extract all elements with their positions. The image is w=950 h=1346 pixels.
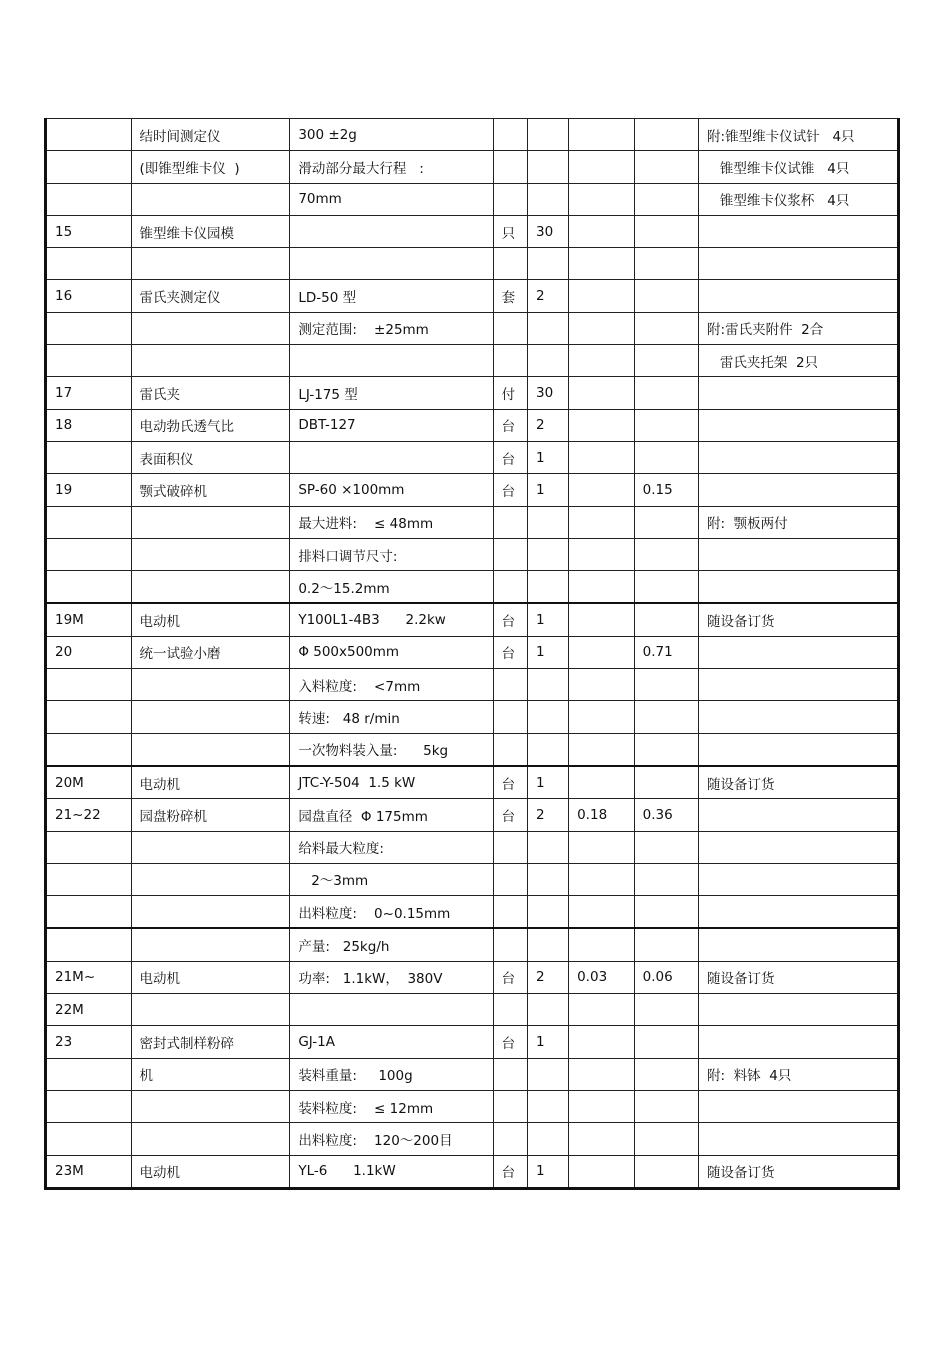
table-row [46,215,899,247]
cell-qty [528,1123,569,1155]
cell-remark [699,669,899,701]
cell-remark: 雷氏夹托架 2只 [699,345,899,377]
cell-unit: 套 [493,280,527,312]
cell-item-no [46,345,132,377]
cell-total-power [634,669,698,701]
cell-remark [699,571,899,604]
cell-item-no [46,831,132,863]
table-row [46,961,899,993]
cell-qty: 2 [528,409,569,441]
cell-name: 园盘粉碎机 [131,799,290,831]
table-row [46,896,899,929]
cell-qty [528,506,569,538]
cell-total-power: 0.71 [634,636,698,668]
cell-name [131,1123,290,1155]
cell-item-no [46,571,132,604]
cell-qty [528,669,569,701]
cell-remark [699,280,899,312]
cell-name: 表面积仪 [131,441,290,473]
cell-qty: 1 [528,766,569,799]
cell-spec: 产量: 25kg/h [290,928,493,961]
cell-name [131,733,290,766]
cell-unit-power [569,151,635,183]
cell-item-no: 20M [46,766,132,799]
cell-remark: 随设备订货 [699,603,899,636]
table-row [46,345,899,377]
table-row [46,1058,899,1090]
cell-total-power [634,766,698,799]
cell-name [131,506,290,538]
cell-name: 雷氏夹测定仪 [131,280,290,312]
cell-unit [493,1123,527,1155]
cell-unit-power: 0.03 [569,961,635,993]
cell-remark: 随设备订货 [699,766,899,799]
cell-unit [493,896,527,929]
cell-qty [528,928,569,961]
cell-item-no [46,733,132,766]
table-row [46,733,899,766]
cell-remark [699,215,899,247]
cell-name: 颚式破碎机 [131,474,290,506]
cell-unit: 台 [493,1026,527,1058]
cell-qty: 30 [528,377,569,409]
cell-qty: 1 [528,1155,569,1188]
cell-spec: YL-6 1.1kW [290,1155,493,1188]
cell-spec: 排料口调节尺寸: [290,538,493,570]
table-row [46,441,899,473]
cell-remark: 锥型维卡仪试锥 4只 [699,151,899,183]
cell-total-power [634,733,698,766]
cell-spec: 装料重量: 100g [290,1058,493,1090]
cell-total-power [634,1090,698,1122]
cell-item-no [46,928,132,961]
cell-total-power [634,119,698,151]
cell-spec: 转速: 48 r/min [290,701,493,733]
cell-name [131,831,290,863]
table-row [46,1026,899,1058]
cell-unit [493,733,527,766]
cell-spec: 给料最大粒度: [290,831,493,863]
cell-item-no [46,312,132,344]
cell-spec: 出料粒度: 0~0.15mm [290,896,493,929]
cell-item-no: 19 [46,474,132,506]
cell-unit-power [569,119,635,151]
cell-item-no [46,441,132,473]
cell-name: 锥型维卡仪园模 [131,215,290,247]
cell-unit-power [569,506,635,538]
table-row [46,799,899,831]
cell-qty: 2 [528,961,569,993]
cell-remark [699,1026,899,1058]
table-row [46,248,899,280]
cell-remark [699,377,899,409]
cell-unit: 只 [493,215,527,247]
cell-remark [699,863,899,895]
cell-spec: Y100L1-4B3 2.2kw [290,603,493,636]
cell-unit-power [569,409,635,441]
cell-unit-power [569,248,635,280]
cell-unit-power [569,1026,635,1058]
table-row [46,863,899,895]
cell-name: 雷氏夹 [131,377,290,409]
table-row [46,766,899,799]
cell-total-power [634,831,698,863]
cell-item-no: 20 [46,636,132,668]
cell-spec: SP-60 ×100mm [290,474,493,506]
cell-name [131,571,290,604]
cell-spec: 入料粒度: <7mm [290,669,493,701]
cell-unit [493,701,527,733]
cell-item-no [46,248,132,280]
table-row [46,312,899,344]
cell-item-no: 18 [46,409,132,441]
table-row [46,571,899,604]
cell-unit-power [569,280,635,312]
cell-spec: 滑动部分最大行程 : [290,151,493,183]
table-row [46,377,899,409]
cell-remark: 锥型维卡仪浆杯 4只 [699,183,899,215]
cell-remark [699,928,899,961]
cell-total-power [634,248,698,280]
table-row [46,409,899,441]
cell-total-power [634,312,698,344]
cell-total-power [634,1123,698,1155]
cell-unit-power [569,928,635,961]
cell-name [131,896,290,929]
cell-qty [528,1090,569,1122]
cell-item-no [46,538,132,570]
cell-item-no [46,506,132,538]
cell-unit [493,669,527,701]
cell-unit-power [569,377,635,409]
table-row [46,474,899,506]
cell-qty: 1 [528,441,569,473]
cell-item-no: 15 [46,215,132,247]
cell-remark: 附:雷氏夹附件 2合 [699,312,899,344]
cell-total-power [634,994,698,1026]
table-row [46,280,899,312]
cell-unit-power [569,1058,635,1090]
cell-unit-power [569,603,635,636]
cell-unit: 台 [493,441,527,473]
cell-remark [699,441,899,473]
cell-unit: 台 [493,799,527,831]
cell-name: 统一试验小磨 [131,636,290,668]
cell-unit-power [569,1155,635,1188]
cell-item-no [46,1058,132,1090]
cell-unit: 台 [493,636,527,668]
cell-name [131,994,290,1026]
cell-remark [699,831,899,863]
cell-total-power [634,345,698,377]
cell-qty: 2 [528,280,569,312]
cell-total-power: 0.15 [634,474,698,506]
cell-remark [699,474,899,506]
cell-qty [528,863,569,895]
cell-total-power [634,701,698,733]
cell-name [131,669,290,701]
cell-spec [290,441,493,473]
cell-qty: 1 [528,1026,569,1058]
cell-remark [699,896,899,929]
cell-qty: 1 [528,636,569,668]
cell-item-no [46,701,132,733]
cell-remark: 附: 颚板两付 [699,506,899,538]
cell-item-no [46,863,132,895]
cell-qty [528,1058,569,1090]
cell-name: 机 [131,1058,290,1090]
cell-item-no: 19M [46,603,132,636]
cell-spec: 0.2～15.2mm [290,571,493,604]
cell-spec: GJ-1A [290,1026,493,1058]
cell-total-power [634,1058,698,1090]
cell-total-power [634,538,698,570]
table-row [46,636,899,668]
cell-item-no: 16 [46,280,132,312]
cell-spec [290,215,493,247]
cell-remark [699,1090,899,1122]
cell-qty [528,119,569,151]
cell-qty: 1 [528,474,569,506]
cell-spec: LJ-175 型 [290,377,493,409]
cell-item-no [46,669,132,701]
table-row [46,831,899,863]
cell-qty [528,538,569,570]
table-row [46,1123,899,1155]
cell-name [131,1090,290,1122]
cell-unit-power [569,669,635,701]
cell-unit [493,928,527,961]
cell-unit-power [569,863,635,895]
cell-unit [493,345,527,377]
cell-unit-power [569,1090,635,1122]
cell-qty: 2 [528,799,569,831]
table-row [46,1155,899,1188]
cell-qty [528,312,569,344]
cell-remark [699,799,899,831]
cell-remark: 随设备订货 [699,1155,899,1188]
cell-unit: 台 [493,409,527,441]
cell-total-power [634,1155,698,1188]
cell-item-no [46,183,132,215]
cell-total-power [634,441,698,473]
cell-name: 密封式制样粉碎 [131,1026,290,1058]
cell-item-no: 23 [46,1026,132,1058]
cell-qty: 30 [528,215,569,247]
cell-unit [493,538,527,570]
cell-unit-power [569,474,635,506]
cell-qty [528,183,569,215]
cell-remark [699,701,899,733]
cell-name [131,312,290,344]
cell-qty [528,733,569,766]
cell-remark [699,733,899,766]
cell-item-no [46,1123,132,1155]
cell-total-power [634,603,698,636]
cell-item-no [46,1090,132,1122]
cell-unit [493,151,527,183]
cell-spec [290,248,493,280]
cell-total-power [634,377,698,409]
cell-unit [493,119,527,151]
cell-name [131,701,290,733]
cell-unit-power [569,441,635,473]
cell-unit-power: 0.18 [569,799,635,831]
cell-unit-power [569,766,635,799]
cell-unit-power [569,994,635,1026]
cell-total-power [634,571,698,604]
cell-total-power [634,183,698,215]
cell-remark: 附: 料钵 4只 [699,1058,899,1090]
cell-unit: 台 [493,474,527,506]
cell-total-power: 0.06 [634,961,698,993]
cell-spec: 2～3mm [290,863,493,895]
cell-unit [493,312,527,344]
cell-qty [528,701,569,733]
cell-total-power [634,896,698,929]
table-row [46,538,899,570]
cell-item-no [46,151,132,183]
cell-total-power [634,863,698,895]
cell-unit-power [569,896,635,929]
cell-item-no: 17 [46,377,132,409]
cell-total-power [634,1026,698,1058]
cell-unit: 台 [493,766,527,799]
cell-unit [493,571,527,604]
cell-unit [493,183,527,215]
cell-item-no: 22M [46,994,132,1026]
cell-qty [528,994,569,1026]
cell-item-no: 21~22 [46,799,132,831]
cell-unit [493,1090,527,1122]
cell-unit: 台 [493,961,527,993]
cell-spec: 功率: 1.1kW， 380V [290,961,493,993]
cell-unit-power [569,312,635,344]
cell-name [131,183,290,215]
cell-unit-power [569,571,635,604]
cell-qty [528,571,569,604]
cell-spec: 最大进料: ≤ 48mm [290,506,493,538]
cell-unit: 付 [493,377,527,409]
table-row [46,928,899,961]
table-row [46,994,899,1026]
cell-name: 电动机 [131,961,290,993]
cell-unit-power [569,831,635,863]
cell-unit-power [569,183,635,215]
cell-spec: JTC-Y-504 1.5 kW [290,766,493,799]
cell-remark [699,409,899,441]
cell-total-power [634,409,698,441]
cell-remark [699,636,899,668]
cell-unit: 台 [493,603,527,636]
table-row [46,183,899,215]
cell-name [131,538,290,570]
table-row [46,669,899,701]
cell-name: (即锥型维卡仪 ) [131,151,290,183]
cell-spec: 装料粒度: ≤ 12mm [290,1090,493,1122]
cell-item-no [46,896,132,929]
cell-unit [493,1058,527,1090]
cell-name [131,248,290,280]
cell-name [131,928,290,961]
cell-name: 结时间测定仪 [131,119,290,151]
cell-unit [493,506,527,538]
cell-total-power [634,506,698,538]
cell-item-no [46,119,132,151]
cell-unit-power [569,733,635,766]
table-row [46,701,899,733]
cell-total-power: 0.36 [634,799,698,831]
cell-spec [290,994,493,1026]
cell-unit [493,994,527,1026]
cell-spec: 70mm [290,183,493,215]
cell-spec: 一次物料装入量: 5kg [290,733,493,766]
cell-qty [528,248,569,280]
cell-remark [699,994,899,1026]
cell-name: 电动机 [131,603,290,636]
cell-total-power [634,928,698,961]
table-row [46,1090,899,1122]
cell-name: 电动勃氏透气比 [131,409,290,441]
cell-remark: 随设备订货 [699,961,899,993]
cell-total-power [634,280,698,312]
cell-item-no: 23M [46,1155,132,1188]
cell-spec [290,345,493,377]
cell-spec: 园盘直径 Φ 175mm [290,799,493,831]
cell-remark [699,538,899,570]
table-row [46,151,899,183]
cell-name [131,345,290,377]
table-row [46,506,899,538]
cell-name: 电动机 [131,1155,290,1188]
cell-spec: LD-50 型 [290,280,493,312]
cell-remark [699,248,899,280]
cell-qty [528,151,569,183]
cell-spec: 出料粒度: 120～200目 [290,1123,493,1155]
equipment-table [44,118,900,1190]
cell-name [131,863,290,895]
cell-qty [528,896,569,929]
cell-qty: 1 [528,603,569,636]
cell-unit-power [569,215,635,247]
cell-spec: 300 ±2g [290,119,493,151]
cell-spec: Φ 500x500mm [290,636,493,668]
cell-unit-power [569,538,635,570]
cell-unit [493,248,527,280]
cell-unit [493,831,527,863]
equipment-table-body [46,119,899,1189]
cell-unit-power [569,345,635,377]
cell-remark [699,1123,899,1155]
cell-unit-power [569,636,635,668]
cell-spec: DBT-127 [290,409,493,441]
cell-spec: 测定范围: ±25mm [290,312,493,344]
cell-remark: 附:锥型维卡仪试针 4只 [699,119,899,151]
table-row [46,603,899,636]
cell-unit: 台 [493,1155,527,1188]
cell-total-power [634,151,698,183]
cell-total-power [634,215,698,247]
cell-item-no: 21M~ [46,961,132,993]
cell-qty [528,831,569,863]
cell-qty [528,345,569,377]
cell-unit [493,863,527,895]
cell-name: 电动机 [131,766,290,799]
cell-unit-power [569,701,635,733]
table-row [46,119,899,151]
cell-unit-power [569,1123,635,1155]
